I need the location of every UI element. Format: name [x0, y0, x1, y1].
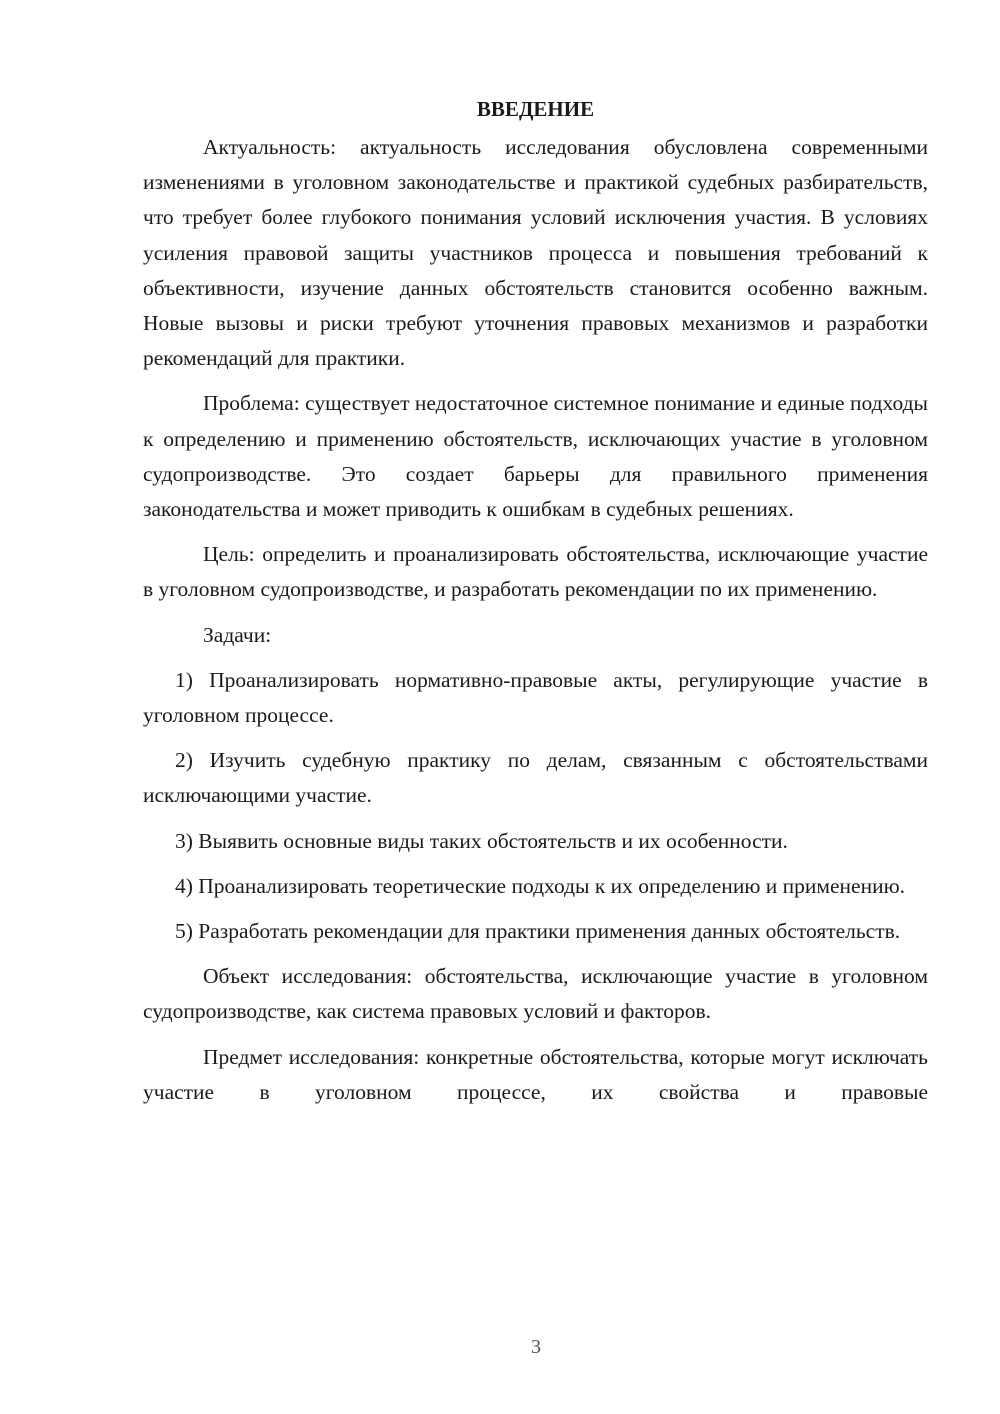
- paragraph-object: Объект исследования: обстоятельства, исключающие участие в уголовном судопроизводстве, как система правовых условий и факторов.: [143, 964, 928, 1024]
- paragraph-subject: Предмет исследования: конкретные обстоятельства, которые могут исключать участие в уголовном процессе, их свойства и правовые: [143, 1044, 928, 1104]
- task-item-2: 2) Изучить судебную практику по делам, связанным с обстоятельствами исключающими участие.: [143, 748, 928, 808]
- paragraph-problem: Проблема: существует недостаточное системное понимание и единые подходы к определению и применению обстоятельств, исключающих участие в уголовном судопроизводстве. Это создает барьеры для правильного применения законодательства и может приводить к ошибкам в судебных решениях.: [143, 391, 928, 522]
- task-item-1: 1) Проанализировать нормативно-правовые акты, регулирующие участие в уголовном процессе.: [143, 667, 928, 728]
- document-page: [143, 92, 928, 1120]
- document-heading: ВВЕДЕНИЕ: [476, 97, 595, 121]
- page-number: 3: [531, 1336, 541, 1358]
- task-item-4: 4) Проанализировать теоретические подходы к их определению и применению.: [175, 873, 906, 898]
- paragraph-tasks-heading: Задачи:: [203, 622, 272, 647]
- task-item-3: 3) Выявить основные виды таких обстоятельств и их особенности.: [175, 828, 788, 853]
- task-item-5: 5) Разработать рекомендации для практики применения данных обстоятельств.: [175, 919, 901, 944]
- paragraph-relevance: Актуальность: актуальность исследования обусловлена современными изменениями в уголовном законодательстве и практикой судебных разбирательств, что требует более глубокого понимания условий исключения участия. В условиях усиления правовой защиты участников процесса и повышения требований к объективности, изучение данных обстоятельств становится особенно важным. Новые вызовы и риски требуют уточнения правовых механизмов и разработки рекомендаций для практики.: [143, 135, 928, 371]
- paragraph-goal: Цель: определить и проанализировать обстоятельства, исключающие участие в уголовном судопроизводстве, и разработать рекомендации по их применению.: [143, 542, 928, 602]
